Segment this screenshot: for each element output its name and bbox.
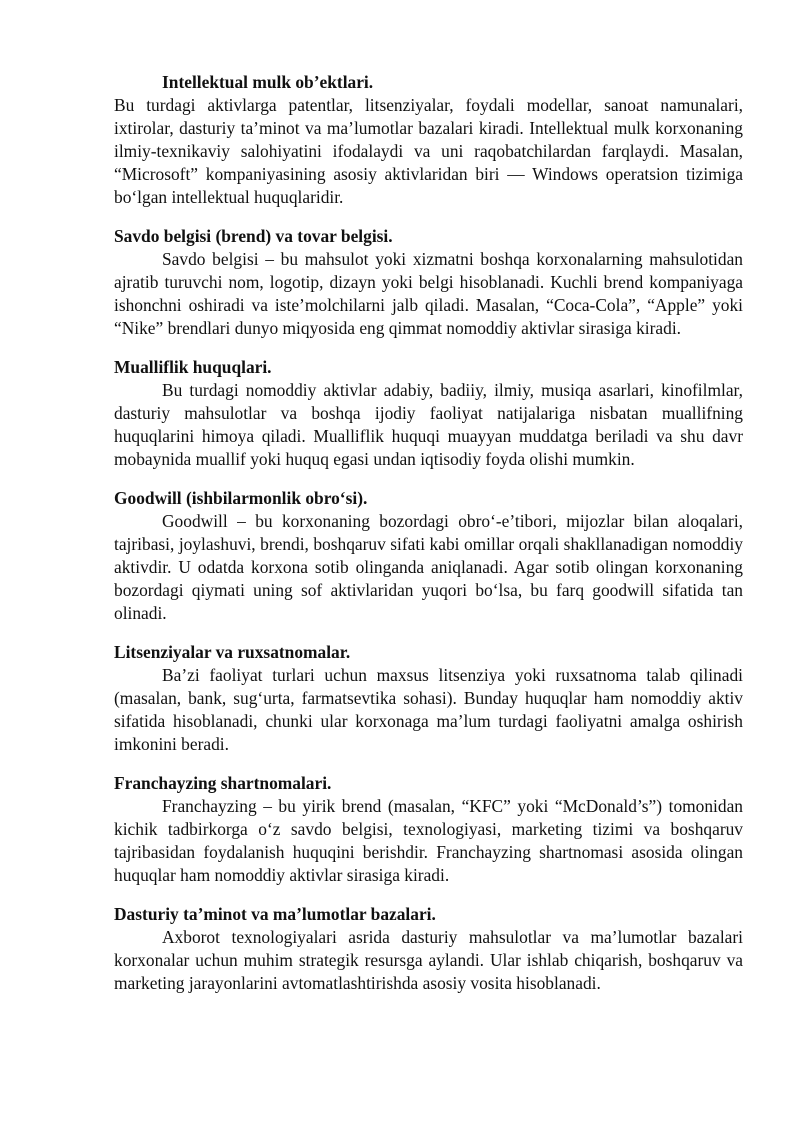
section-software-databases xyxy=(114,902,743,995)
section-body: Franchayzing – bu yirik brend (masalan, “KFC” yoki “McDonald’s”) tomonidan kichik tadbirkorga o‘z savdo belgisi, texnologiyasi, marketing tizimi va boshqaruv tajribasidan foydalanish huquqini berishdir. Franchayzing shartnomasi asosida olingan huquqlar ham nomoddiy aktivlar sirasiga kiradi. xyxy=(114,796,743,885)
section-heading: Intellektual mulk ob’ektlari. xyxy=(162,72,374,92)
section-heading: Goodwill (ishbilarmonlik obro‘si). xyxy=(114,488,368,508)
section-heading: Franchayzing shartnomalari. xyxy=(114,773,332,793)
section-body: Savdo belgisi – bu mahsulot yoki xizmatni boshqa korxonalarning mahsulotidan ajratib turuvchi nom, logotip, dizayn yoki belgi hisoblanadi. Kuchli brend kompaniyaga ishonchni oshiradi va iste’molchilarni jalb qiladi. Masalan, “Coca-Cola”, “Apple” yoki “Nike” brendlari dunyo miqyosida eng qimmat nomoddiy aktivlar sirasiga kiradi. xyxy=(114,249,743,338)
section-heading: Litsenziyalar va ruxsatnomalar. xyxy=(114,642,351,662)
section-body: Bu turdagi nomoddiy aktivlar adabiy, badiiy, ilmiy, musiqa asarlari, kinofilmlar, dasturiy mahsulotlar va boshqa ijodiy faoliyat natijalariga nisbatan muallifning huquqlarini himoya qiladi. Mualliflik huquqi muayyan muddatga beriladi va shu davr mobaynida muallif yoki huquq egasi undan iqtisodiy foyda olishi mumkin. xyxy=(114,380,743,469)
section-body: Axborot texnologiyalari asrida dasturiy mahsulotlar va ma’lumotlar bazalari korxonalar uchun muhim strategik resursga aylandi. Ular ishlab chiqarish, boshqaruv va marketing jarayonlarini avtomatlashtirishda asosiy vosita hisoblanadi. xyxy=(114,927,743,993)
section-trademark xyxy=(114,224,743,340)
section-body: Ba’zi faoliyat turlari uchun maxsus litsenziya yoki ruxsatnoma talab qilinadi (masalan, bank, sug‘urta, farmatsevtika sohasi). Bunday huquqlar ham nomoddiy aktiv sifatida hisoblanadi, chunki ular korxonaga ma’lum turdagi faoliyatni amalga oshirish imkonini beradi. xyxy=(114,665,743,754)
section-body: Bu turdagi aktivlarga patentlar, litsenziyalar, foydali modellar, sanoat namunalari, ixtirolar, dasturiy ta’minot va ma’lumotlar bazalari kiradi. Intellektual mulk korxonaning ilmiy-texnikaviy salohiyatini ifodalaydi va uni raqobatchilardan farqlaydi. Masalan, “Microsoft” kompaniyasining asosiy aktivlaridan biri — Windows operatsion tizimiga bo‘lgan intellektual huquqlaridir. xyxy=(114,95,743,207)
section-copyright xyxy=(114,355,743,471)
section-heading: Dasturiy ta’minot va ma’lumotlar bazalari. xyxy=(114,904,436,924)
section-licenses xyxy=(114,640,743,756)
section-heading: Savdo belgisi (brend) va tovar belgisi. xyxy=(114,226,393,246)
section-heading: Mualliflik huquqlari. xyxy=(114,357,272,377)
section-intellectual-property xyxy=(114,70,743,209)
section-body: Goodwill – bu korxonaning bozordagi obro‘-e’tibori, mijozlar bilan aloqalari, tajribasi, joylashuvi, brendi, boshqaruv sifati kabi omillar orqali shakllanadigan nomoddiy aktivdir. U odatda korxona sotib olinganda aniqlanadi. Agar sotib olingan korxonaning bozordagi qiymati uning sof aktivlaridan yuqori bo‘lsa, bu farq goodwill sifatida tan olinadi. xyxy=(114,511,743,623)
section-franchising xyxy=(114,771,743,887)
section-goodwill xyxy=(114,486,743,625)
